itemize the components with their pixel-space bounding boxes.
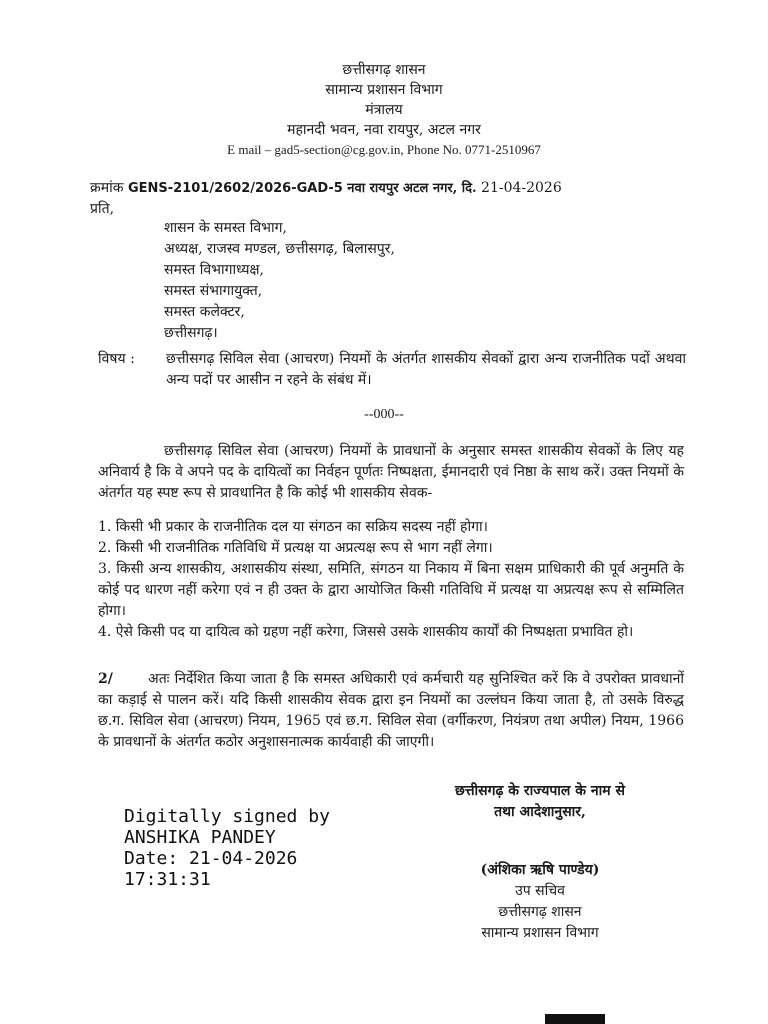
- recipient-item: शासन के समस्त विभाग,: [164, 220, 287, 236]
- reference-prefix: क्रमांक: [90, 180, 124, 196]
- paragraph-2-text: अतः निर्देशित किया जाता है कि समस्त अधिकारी एवं कर्मचारी यह सुनिश्चित करें कि वे उपरोक्त प्रावधानों का कड़ाई से पालन करें। यदि किसी शासकीय सेवक द्वारा इन नियमों का उल्लंघन किया जाता है, तो उसके विरुद्ध छ.ग. सिविल सेवा (आचरण) नियम, 1965 एवं छ.ग. सिविल सेवा (वर्गीकरण, नियंत्रण तथा अपील) नियम, 1966 के प्रावधानों के अंतर्गत कठोर अनुशासनात्मक कार्यवाही की जाएगी।: [98, 671, 684, 750]
- authority-line-2: तथा आदेशानुसार,: [494, 804, 586, 820]
- recipient-item: समस्त विभागाध्यक्ष,: [164, 262, 264, 278]
- letterhead: [0, 60, 768, 160]
- digital-signature-line: Digitally signed by: [124, 806, 330, 827]
- subject-text: छत्तीसगढ़ सिविल सेवा (आचरण) नियमों के अंतर्गत शासकीय सेवकों द्वारा अन्य राजनीतिक पदों अथवा अन्य पदों पर आसीन न रहने के संबंध में।: [166, 351, 686, 388]
- officer-government: छत्तीसगढ़ शासन: [498, 904, 582, 920]
- letterhead-address: महानदी भवन, नवा रायपुर, अटल नगर: [287, 122, 481, 138]
- reference-place: नवा रायपुर अटल नगर, दि.: [347, 181, 477, 196]
- letterhead-office: मंत्रालय: [365, 102, 403, 118]
- digital-signature-signer: ANSHIKA PANDEY: [124, 827, 276, 848]
- digital-signature-stamp: [124, 806, 330, 890]
- recipient-list: [164, 218, 395, 344]
- addressee-label: प्रति,: [90, 201, 115, 217]
- recipient-item: समस्त कलेक्टर,: [164, 304, 245, 320]
- provision-item: 2. किसी भी राजनीतिक गतिविधि में प्रत्यक्ष या अप्रत्यक्ष रूप से भाग नहीं लेगा।: [98, 540, 493, 556]
- paragraph-2: [98, 669, 684, 753]
- officer-block: [420, 860, 660, 944]
- provision-item: 3. किसी अन्य शासकीय, अशासकीय संस्था, समिति, संगठन या निकाय में बिना सक्षम प्राधिकारी की पूर्व अनुमति के कोई पद धारण नहीं करेगा एवं न ही उक्त के द्वारा आयोजित किसी गतिविधि में प्रत्यक्ष या अप्रत्यक्ष रूप से सम्मिलित होगा।: [98, 561, 684, 619]
- scan-edge-mark: [545, 1014, 605, 1024]
- reference-line: [90, 178, 710, 197]
- recipient-item: समस्त संभागायुक्त,: [164, 283, 263, 299]
- letterhead-government: छत्तीसगढ़ शासन: [342, 62, 426, 78]
- digital-signature-date: Date: 21-04-2026: [124, 848, 298, 869]
- subject-label: विषय :: [98, 351, 135, 367]
- letterhead-department: सामान्य प्रशासन विभाग: [325, 82, 443, 98]
- authority-block: [420, 781, 660, 823]
- provision-item: 4. ऐसे किसी पद या दायित्व को ग्रहण नहीं करेगा, जिससे उसके शासकीय कार्यों की निष्पक्षता प्रभावित हो।: [98, 624, 634, 640]
- section-separator: --000--: [364, 407, 404, 422]
- officer-name: (अंशिका ऋषि पाण्डेय): [480, 862, 600, 878]
- authority-line-1: छत्तीसगढ़ के राज्यपाल के नाम से: [455, 783, 625, 799]
- provision-item: 1. किसी भी प्रकार के राजनीतिक दल या संगठन का सक्रिय सदस्य नहीं होगा।: [98, 519, 488, 535]
- officer-designation: उप सचिव: [515, 883, 565, 899]
- officer-department: सामान्य प्रशासन विभाग: [481, 925, 599, 941]
- reference-number: GENS-2101/2602/2026-GAD-5: [127, 181, 343, 196]
- provisions-list: [98, 517, 684, 643]
- recipient-item: अध्यक्ष, राजस्व मण्डल, छत्तीसगढ़, बिलासपुर,: [164, 241, 395, 257]
- letterhead-contact: E mail – gad5-section@cg.gov.in, Phone No. 0771-2510967: [227, 142, 541, 157]
- digital-signature-time: 17:31:31: [124, 869, 211, 890]
- paragraph-1: छत्तीसगढ़ सिविल सेवा (आचरण) नियमों के प्रावधानों के अनुसार समस्त शासकीय सेवकों के लिए यह अनिवार्य है कि वे अपने पद के दायित्वों का निर्वहन पूर्णतः निष्पक्षता, ईमानदारी एवं निष्ठा के साथ करें। उक्त नियमों के अंतर्गत यह स्पष्ट रूप से प्रावधानित है कि कोई भी शासकीय सेवक-: [98, 443, 684, 501]
- paragraph-2-number: 2/: [98, 671, 113, 687]
- recipient-item: छत्तीसगढ़।: [164, 325, 218, 341]
- reference-date: 21-04-2026: [481, 180, 562, 196]
